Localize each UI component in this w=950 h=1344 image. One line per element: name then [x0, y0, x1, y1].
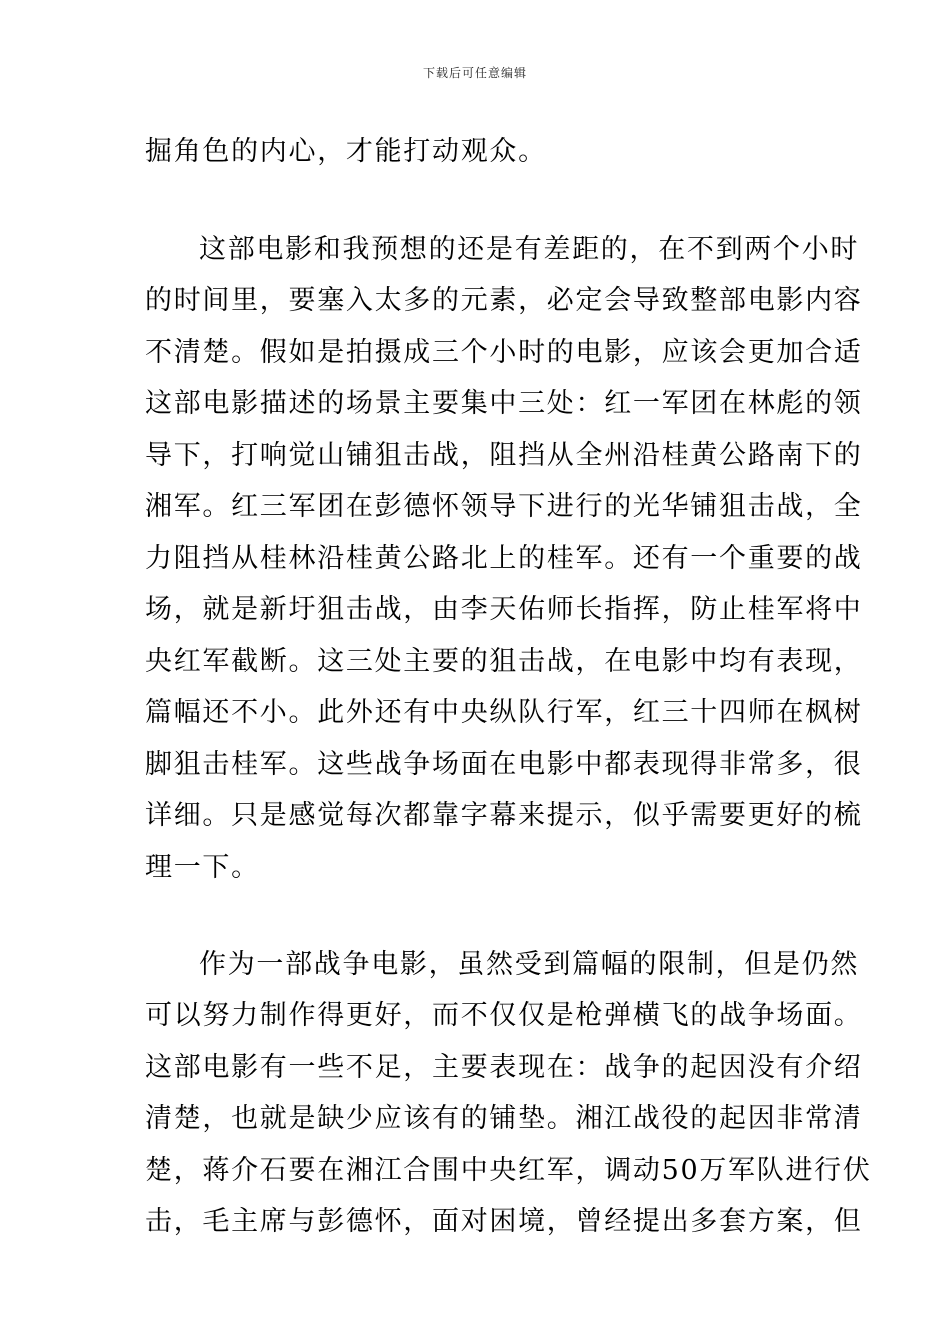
text-line: 湘军。红三军团在彭德怀领导下进行的光华铺狙击战，全	[145, 491, 863, 522]
text-line: 详细。只是感觉每次都靠字幕来提示，似乎需要更好的梳	[145, 800, 863, 831]
text-line: 击，毛主席与彭德怀，面对困境，曾经提出多套方案，但	[145, 1206, 863, 1237]
text-line: 这部电影有一些不足，主要表现在：战争的起因没有介绍	[145, 1052, 863, 1083]
text-line: 理一下。	[145, 852, 260, 883]
text-line: 掘角色的内心，才能打动观众。	[145, 136, 547, 167]
page-header: 下载后可任意编辑	[422, 66, 527, 80]
paragraph-first-line: 作为一部战争电影，虽然受到篇幅的限制，但是仍然	[199, 949, 860, 980]
text-line: 导下，打响觉山铺狙击战，阻挡从全州沿桂黄公路南下的	[145, 440, 863, 471]
text-line: 可以努力制作得更好，而不仅仅是枪弹横飞的战争场面。	[145, 1000, 863, 1031]
paragraph-first-line: 这部电影和我预想的还是有差距的，在不到两个小时	[199, 234, 860, 265]
text-line: 脚狙击桂军。这些战争场面在电影中都表现得非常多，很	[145, 749, 863, 780]
text-line: 楚，蒋介石要在湘江合围中央红军，调动50万军队进行伏	[145, 1155, 872, 1186]
text-line: 不清楚。假如是拍摄成三个小时的电影，应该会更加合适	[145, 337, 863, 368]
text-line: 的时间里，要塞入太多的元素，必定会导致整部电影内容	[145, 285, 863, 316]
text-line: 央红军截断。这三处主要的狙击战，在电影中均有表现，	[145, 646, 863, 677]
text-line: 篇幅还不小。此外还有中央纵队行军，红三十四师在枫树	[145, 697, 863, 728]
text-line: 力阻挡从桂林沿桂黄公路北上的桂军。还有一个重要的战	[145, 543, 863, 574]
text-line: 清楚，也就是缺少应该有的铺垫。湘江战役的起因非常清	[145, 1103, 863, 1134]
text-line: 场，就是新圩狙击战，由李天佑师长指挥，防止桂军将中	[145, 594, 863, 625]
text-line: 这部电影描述的场景主要集中三处：红一军团在林彪的领	[145, 388, 863, 419]
